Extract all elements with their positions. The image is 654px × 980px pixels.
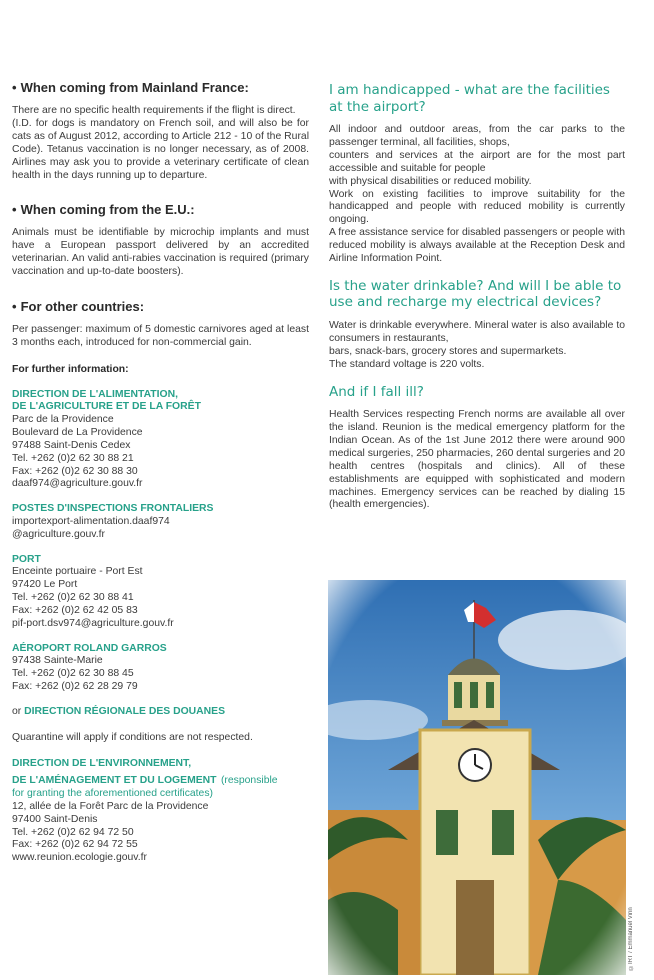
further-info-label: For further information: (12, 363, 129, 375)
left-column (12, 80, 309, 877)
question-water: Is the water drinkable? And will I be able to use and recharge my electrical devices? (329, 277, 622, 311)
postes-email-link[interactable]: importexport-alimentation.daaf974 (12, 515, 170, 527)
env-title-1: DIRECTION DE L'ENVIRONNEMENT, (12, 757, 192, 769)
env-website-link[interactable]: www.reunion.ecologie.gouv.fr (12, 852, 147, 864)
answer-line: Water is drinkable everywhere. Mineral water is also available to consumers in restaurants, (329, 319, 625, 344)
daaf-line: 97488 Saint-Denis Cedex (12, 439, 131, 451)
postes-title: POSTES D'INSPECTIONS FRONTALIERS (12, 503, 214, 515)
section-header-mainland (12, 80, 309, 95)
answer-line: Health Services respecting French norms are available all over the island. Reunion is the medical emergency platform for the Indian Ocean. As of the 1st June 2012 there were around 900 medical surgeries, 250 pharmacies, 260 dental surgeries and 20 health centres (hospitals and clinics). All of these establishments are equipped with sophisticated and modern machines. Emergency services can be reached by dialing 15 (health emergencies). (329, 409, 625, 511)
daaf-line: Parc de la Providence (12, 413, 114, 425)
daaf-fax: Fax: +262 (0)2 62 30 88 30 (12, 465, 138, 477)
section-header-eu-text: When coming from the E.U.: (20, 202, 195, 218)
env-fax: Fax: +262 (0)2 62 94 72 55 (12, 839, 138, 851)
other-p: Per passenger: maximum of 5 domestic carnivores aged at least 3 months each, introduced for non-commercial gain. (12, 324, 309, 348)
port-fax: Fax: +262 (0)2 62 42 05 83 (12, 604, 138, 616)
contact-port (12, 554, 309, 631)
env-note-1: (responsible (220, 775, 278, 787)
contact-daaf (12, 389, 309, 491)
airport-fax: Fax: +262 (0)2 62 28 29 79 (12, 680, 138, 692)
eu-p: Animals must be identifiable by microchip implants and must have a European passport delivered by an accredited veterinarian. An valid anti-rabies vaccination is required (primary vaccination and up-to-date boosters). (12, 227, 309, 278)
answer-ill (329, 409, 625, 512)
daaf-phone: Tel. +262 (0)2 62 30 88 21 (12, 452, 134, 464)
airport-phone: Tel. +262 (0)2 62 30 88 45 (12, 668, 134, 680)
section-header-other (12, 299, 309, 314)
answer-water (329, 320, 625, 372)
building-photo-svg (328, 580, 626, 975)
daaf-email-link[interactable]: daaf974@agriculture.gouv.fr (12, 478, 143, 490)
answer-line: bars, snack-bars, grocery stores and supermarkets. (329, 345, 567, 357)
bullet: • (12, 80, 17, 95)
or-word: or (12, 705, 22, 717)
right-column (329, 82, 625, 512)
postes-email-link-cont[interactable]: @agriculture.gouv.fr (12, 528, 105, 540)
mainland-paragraph (12, 105, 309, 182)
daaf-line: Boulevard de La Providence (12, 426, 143, 438)
env-note-2: for granting the aforementioned certificates) (12, 788, 213, 800)
port-email-link[interactable]: pif-port.dsv974@agriculture.gouv.fr (12, 617, 174, 629)
section-header-mainland-text: When coming from Mainland France: (20, 80, 249, 95)
quarantine-note: Quarantine will apply if conditions are not respected. (12, 731, 253, 743)
answer-line: The standard voltage is 220 volts. (329, 358, 485, 370)
answer-line: Work on existing facilities to improve suitability for the handicapped and people with reduced mobility is currently ongoing. (329, 188, 625, 226)
answer-line: All indoor and outdoor areas, from the car parks to the passenger terminal, all facilities, shops, (329, 124, 625, 148)
daaf-title-1: DIRECTION DE L'ALIMENTATION, (12, 388, 179, 400)
port-title: PORT (12, 553, 41, 565)
answer-line: counters and services at the airport are for the most part accessible and suitable for people (329, 149, 625, 174)
airport-line: 97438 Sainte-Marie (12, 655, 103, 667)
bullet: • (12, 202, 17, 218)
daaf-title-2: DE L'AGRICULTURE ET DE LA FORÊT (12, 401, 201, 413)
contact-postes (12, 503, 309, 541)
bullet: • (12, 299, 17, 315)
mainland-p1: There are no specific health requirements if the flight is direct. (12, 105, 296, 116)
question-handicapped: I am handicapped - what are the facilities at the airport? (329, 82, 610, 115)
contact-airport (12, 643, 309, 694)
env-title-2: DE L'AMÉNAGEMENT ET DU LOGEMENT (12, 775, 217, 787)
env-line: 12, allée de la Forêt Parc de la Providence (12, 800, 209, 812)
building-photo (328, 580, 626, 975)
answer-line: A free assistance service for disabled passengers or people with reduced mobility is always available at the Reception Desk and Airline Information Point. (329, 227, 625, 265)
douanes-title: DIRECTION RÉGIONALE DES DOUANES (24, 705, 226, 717)
photo-credit: ©IRT / Emmanuel Virin (628, 907, 634, 970)
port-line: Enceinte portuaire - Port Est (12, 566, 143, 578)
env-line: 97400 Saint-Denis (12, 813, 98, 825)
question-ill: And if I fall ill? (329, 383, 424, 400)
eu-paragraph (12, 227, 309, 279)
other-paragraph (12, 324, 309, 350)
mainland-p2: (I.D. for dogs is mandatory on French soil, and will also be for cats as of August 2012, according to Article 212 - 10 of the Rural Code). Tetanus vaccination is no longer necessary, as of 2008. Airlines may ask you to provide a veterinary certificate of clean health in the days running up to departure. (12, 117, 309, 181)
section-header-eu (12, 202, 309, 217)
douanes-line (12, 706, 309, 719)
contact-environment (12, 758, 309, 866)
env-phone: Tel. +262 (0)2 62 94 72 50 (12, 826, 134, 838)
section-header-other-text: For other countries: (20, 299, 145, 315)
port-phone: Tel. +262 (0)2 62 30 88 41 (12, 591, 134, 603)
port-line: 97420 Le Port (12, 579, 78, 591)
airport-title: AÉROPORT ROLAND GARROS (12, 642, 167, 654)
answer-handicapped (329, 124, 625, 266)
answer-line: with physical disabilities or reduced mobility. (329, 175, 532, 187)
